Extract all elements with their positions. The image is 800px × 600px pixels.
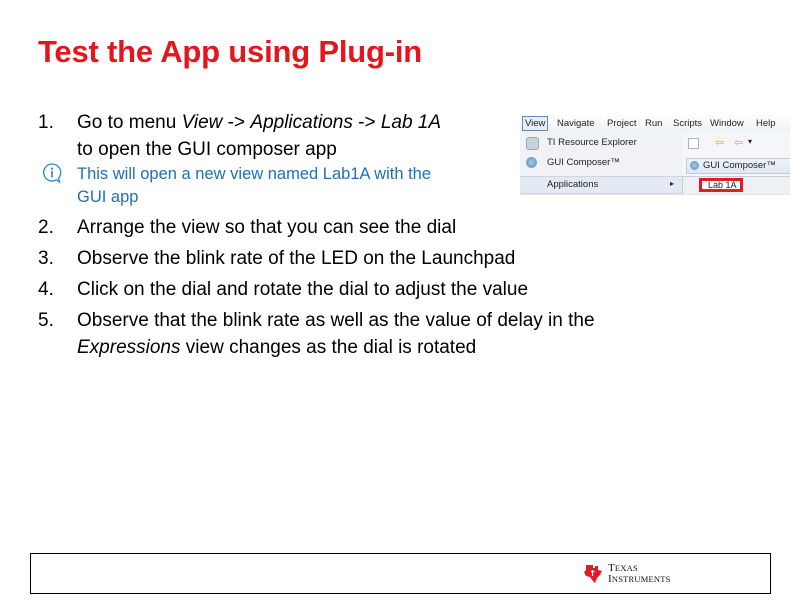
- menubar: [520, 114, 790, 133]
- menu-project[interactable]: Project: [607, 118, 637, 129]
- arrow: ->: [222, 112, 251, 133]
- menu-item-resource-explorer[interactable]: TI Resource Explorer: [547, 137, 637, 148]
- menu-help[interactable]: Help: [756, 118, 776, 129]
- menu-run[interactable]: Run: [645, 118, 663, 129]
- menu-scripts[interactable]: Scripts: [673, 118, 703, 129]
- menu-item-gui-composer[interactable]: GUI Composer™: [547, 157, 620, 168]
- gui-composer-icon: [526, 157, 537, 168]
- resource-explorer-icon: [526, 137, 539, 150]
- menu-lab1a-ref: Lab 1A: [380, 112, 442, 133]
- menu-item-applications[interactable]: [520, 176, 682, 194]
- step-text: [77, 335, 476, 361]
- step-text: Click on the dial and rotate the dial to adjust the value: [77, 279, 529, 300]
- layout-icon: [688, 138, 699, 149]
- ti-wordmark-line-1: TEXAS: [608, 562, 638, 574]
- gui-composer-tab-label: GUI Composer™: [703, 160, 776, 171]
- slide-title: Test the App using Plug-in: [38, 34, 422, 69]
- step-number: 1.: [38, 112, 54, 133]
- applications-label: Applications: [547, 179, 599, 190]
- ti-state-icon: [582, 562, 604, 584]
- info-note-line-1: This will open a new view named Lab1A with the: [77, 165, 432, 183]
- arrow: ->: [352, 112, 381, 133]
- step-number: 2.: [38, 217, 54, 238]
- dropdown-arrow-icon[interactable]: ▾: [748, 137, 753, 146]
- step-text: Observe that the blink rate as well as the value of delay in the: [77, 310, 595, 331]
- submenu-arrow-icon: ▸: [670, 179, 675, 188]
- step-number: 4.: [38, 279, 54, 300]
- step-text-rest: view changes as the dial is rotated: [180, 337, 477, 358]
- expressions-view-ref: Expressions: [77, 337, 181, 358]
- gui-composer-tab[interactable]: [686, 158, 790, 174]
- view-dropdown: [520, 132, 683, 194]
- step-number: 3.: [38, 248, 54, 269]
- menu-navigate[interactable]: Navigate: [557, 118, 595, 129]
- menu-item-lab1a[interactable]: Lab 1A: [699, 178, 743, 192]
- step-text: to open the GUI composer app: [77, 139, 337, 160]
- step-text: Arrange the view so that you can see the dial: [77, 217, 457, 238]
- step-text: [77, 110, 441, 136]
- menu-view-ref: View: [181, 112, 223, 133]
- info-note-line-2: GUI app: [77, 188, 139, 206]
- step-text: Observe the blink rate of the LED on the Launchpad: [77, 248, 516, 269]
- ti-wordmark-line-2: INSTRUMENTS: [608, 573, 671, 585]
- info-icon: [41, 162, 63, 184]
- menu-applications-ref: Applications: [250, 112, 353, 133]
- applications-submenu: [682, 176, 790, 195]
- step-text-prefix: Go to menu: [77, 112, 182, 133]
- forward-arrow-icon[interactable]: ⇦: [734, 137, 744, 149]
- menu-view[interactable]: View: [522, 116, 548, 131]
- footer: [30, 553, 771, 594]
- texas-instruments-logo: [582, 561, 692, 587]
- menu-window[interactable]: Window: [710, 118, 744, 129]
- gui-composer-tab-icon: [690, 161, 699, 170]
- menu-screenshot: [520, 114, 790, 195]
- workbench-area: [682, 132, 790, 194]
- back-arrow-icon[interactable]: ⇦: [715, 137, 725, 149]
- step-number: 5.: [38, 310, 54, 331]
